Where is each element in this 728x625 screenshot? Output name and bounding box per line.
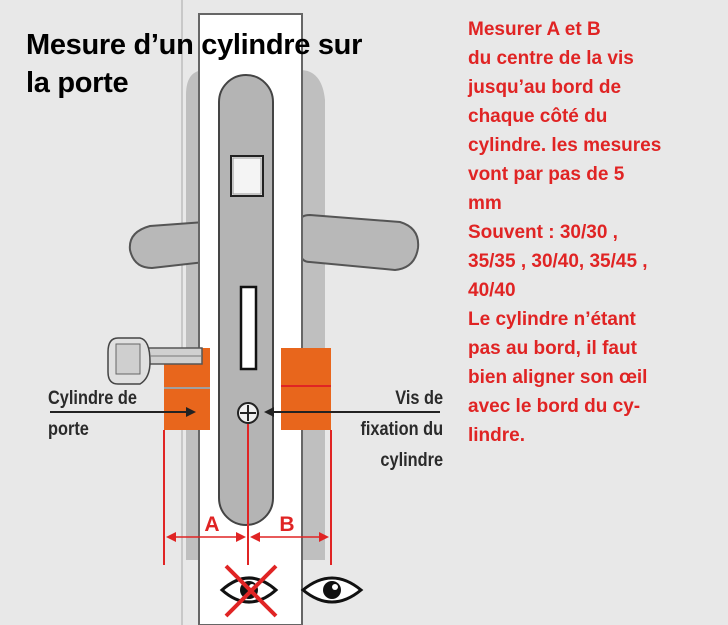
instruction-line: 40/40 bbox=[468, 280, 516, 301]
measure-a-label: A bbox=[204, 513, 220, 536]
instructions-text bbox=[468, 15, 724, 450]
instruction-line: avec le bord du cy- bbox=[468, 396, 641, 417]
cylinder-label bbox=[48, 383, 137, 445]
instruction-line: vont par pas de 5 bbox=[468, 164, 625, 185]
screw-icon bbox=[238, 403, 258, 423]
door-handle-right bbox=[300, 215, 418, 270]
screw-label-line-3: cylindre bbox=[380, 450, 443, 471]
instruction-line: Le cylindre n’étant bbox=[468, 309, 636, 330]
instruction-line: jusqu’au bord de bbox=[468, 77, 622, 98]
instruction-line: cylindre. les mesures bbox=[468, 135, 662, 156]
instruction-line: pas au bord, il faut bbox=[468, 338, 637, 359]
cylinder-label-line-1: Cylindre de bbox=[48, 388, 137, 409]
page-title bbox=[26, 26, 446, 102]
title-line-1: Mesure d’un cylindre sur bbox=[26, 29, 363, 61]
door-handle-left bbox=[130, 222, 205, 268]
screw-label-line-1: Vis de bbox=[395, 388, 443, 409]
instruction-line: bien aligner son œil bbox=[468, 367, 648, 388]
cylinder-right bbox=[281, 348, 331, 430]
cylinder-label-line-2: porte bbox=[48, 419, 89, 440]
key-slot bbox=[241, 287, 256, 369]
instruction-line: du centre de la vis bbox=[468, 48, 634, 69]
latch-window bbox=[231, 156, 263, 196]
screw-label-line-2: fixation du bbox=[360, 419, 443, 440]
instruction-line: 35/35 , 30/40, 35/45 , bbox=[468, 251, 648, 272]
instruction-line: Souvent : 30/30 , bbox=[468, 222, 618, 243]
instruction-line: Mesurer A et B bbox=[468, 19, 601, 40]
instruction-line: lindre. bbox=[468, 425, 526, 446]
instruction-line: mm bbox=[468, 193, 502, 214]
screw-label bbox=[360, 383, 443, 476]
measure-b-label: B bbox=[279, 513, 295, 536]
instruction-line: chaque côté du bbox=[468, 106, 608, 127]
title-line-2: la porte bbox=[26, 67, 129, 99]
eye-icon bbox=[303, 578, 361, 602]
